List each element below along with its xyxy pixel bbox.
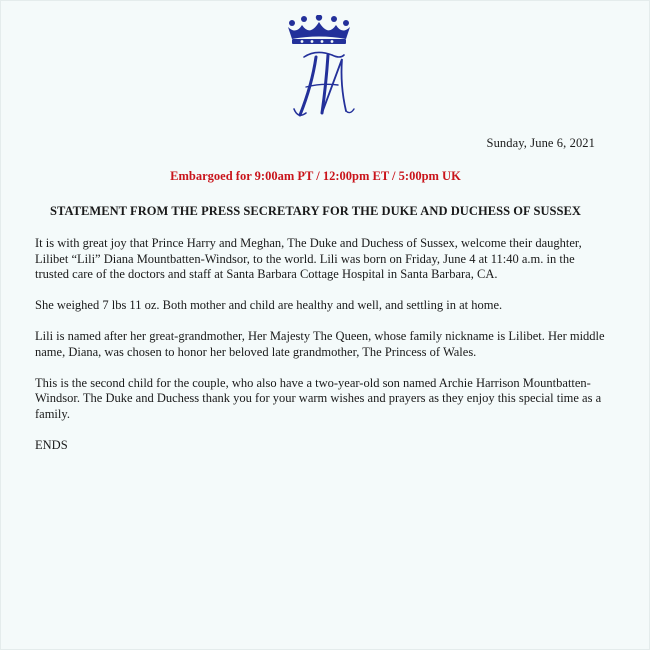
paragraph-family: This is the second child for the couple, who also have a two-year-old son named Archie Harrison Mountbatten-Windsor. The Duke and Duchess thank you for your warm wishes and prayers as they enjoy this special time as a family. [35,375,602,421]
crowned-monogram-icon [282,15,356,121]
ends-marker: ENDS [35,437,68,452]
paragraph-announcement: It is with great joy that Prince Harry and Meghan, The Duke and Duchess of Sussex, welcome their daughter, Lilibet “Lili” Diana Mountbatten-Windsor, to the world. Lili was born on Friday, June 4 at 11:40 a.m. in the trusted care of the doctors and staff at Santa Barbara Cottage Hospital in Santa Barbara, CA. [35,236,582,281]
paragraph-weight: She weighed 7 lbs 11 oz. Both mother and child are healthy and well, and settling in at home. [35,298,503,312]
statement-headline: STATEMENT FROM THE PRESS SECRETARY FOR THE DUKE AND DUCHESS OF SUSSEX [49,204,581,218]
paragraph-name-origin: Lili is named after her great-grandmother, Her Majesty The Queen, whose family nickname is Lilibet. Her middle name, Diana, was chosen to honor her beloved late grandmother, The Princess of Wales. [35,329,605,359]
statement-body [35,236,607,469]
release-date: Sunday, June 6, 2021 [486,136,595,150]
embargo-notice: Embargoed for 9:00am PT / 12:00pm ET / 5:00pm UK [170,169,461,183]
